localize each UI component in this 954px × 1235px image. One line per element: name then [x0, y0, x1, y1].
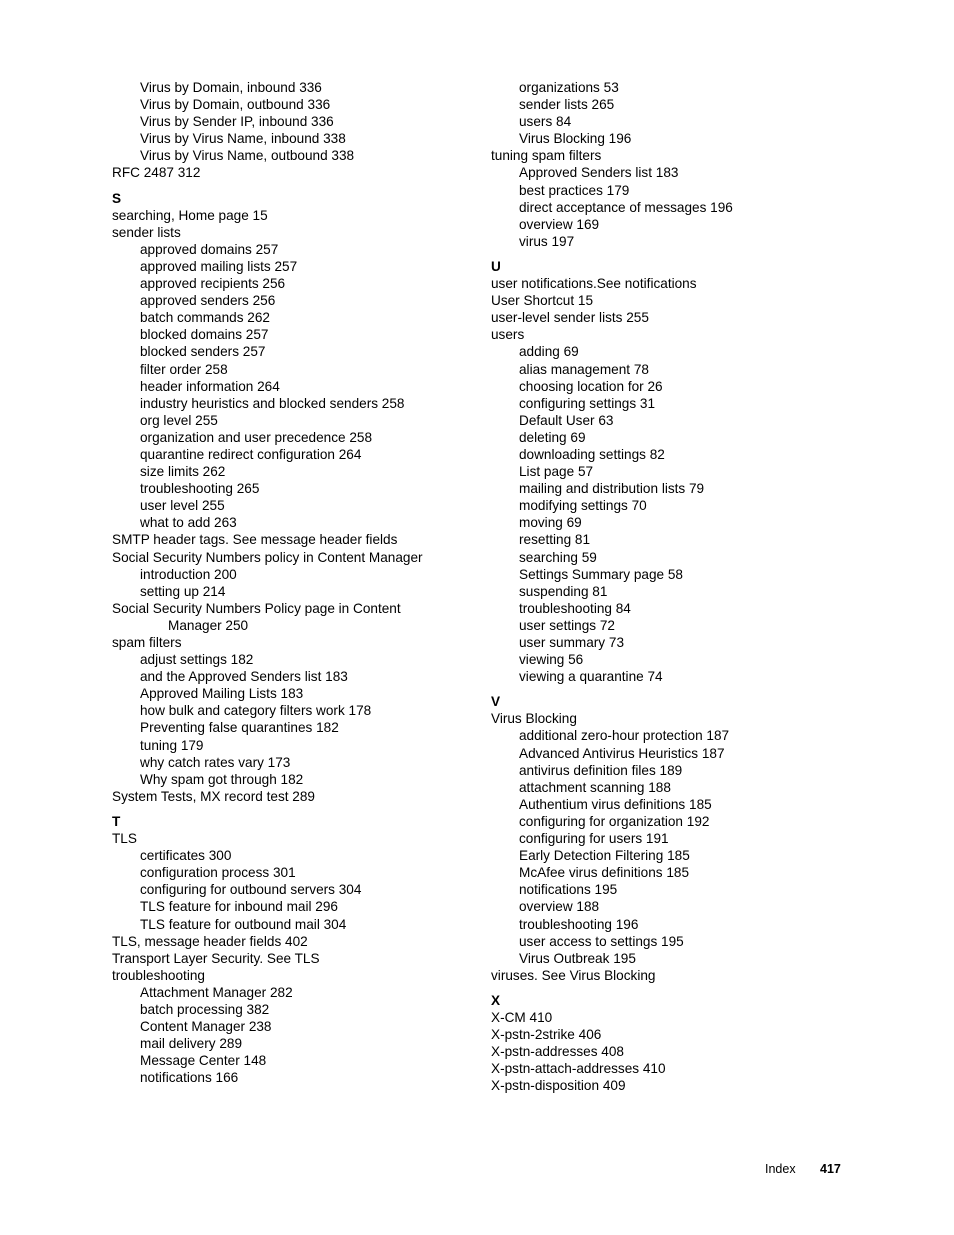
index-subentry: configuration process 301: [140, 865, 296, 881]
index-subentry: mailing and distribution lists 79: [519, 481, 705, 497]
index-subentry: what to add 263: [140, 515, 237, 531]
index-subentry: configuring for organization 192: [519, 813, 710, 829]
index-subentry: approved mailing lists 257: [140, 258, 298, 274]
index-entry: users: [491, 327, 525, 343]
index-subentry: Authentium virus definitions 185: [519, 796, 712, 812]
index-subentry: quarantine redirect configuration 264: [140, 446, 362, 462]
index-entry: TLS: [112, 831, 137, 847]
index-entry: searching, Home page 15: [112, 207, 268, 223]
index-subentry: header information 264: [140, 378, 280, 394]
index-entry: X-CM 410: [491, 1009, 553, 1025]
index-subentry: TLS feature for inbound mail 296: [140, 899, 338, 915]
index-subentry: McAfee virus definitions 185: [519, 865, 690, 881]
index-letter-heading: T: [112, 813, 121, 829]
index-column-right: [491, 79, 911, 1094]
index-subentry: adjust settings 182: [140, 652, 254, 668]
index-subentry: Why spam got through 182: [140, 771, 304, 787]
index-subentry: overview 188: [519, 899, 600, 915]
index-subentry: Virus by Domain, inbound 336: [140, 80, 322, 95]
index-entry: sender lists: [112, 224, 181, 240]
index-subentry: Approved Mailing Lists 183: [140, 686, 304, 702]
index-entry: Social Security Numbers Policy page in Content: [112, 600, 401, 616]
index-entry: troubleshooting: [112, 967, 205, 983]
index-column-left: [112, 79, 532, 1086]
index-entry: User Shortcut 15: [491, 293, 593, 309]
index-subentry: TLS feature for outbound mail 304: [140, 916, 347, 932]
index-subentry: Preventing false quarantines 182: [140, 720, 339, 736]
index-subentry: modifying settings 70: [519, 498, 647, 514]
index-subentry: size limits 262: [140, 464, 226, 480]
index-subentry: approved recipients 256: [140, 276, 286, 292]
index-subentry: notifications 195: [519, 882, 618, 898]
index-subentry: troubleshooting 84: [519, 600, 631, 616]
index-subentry: Virus Blocking 196: [519, 131, 632, 147]
index-subentry: troubleshooting 196: [519, 916, 639, 932]
index-entry: tuning spam filters: [491, 148, 602, 164]
index-subentry: certificates 300: [140, 848, 232, 864]
index-subentry: Virus by Virus Name, inbound 338: [140, 131, 346, 147]
index-entry: SMTP header tags. See message header fields: [112, 532, 398, 548]
index-subentry: adding 69: [519, 344, 579, 360]
index-subentry: direct acceptance of messages 196: [519, 199, 733, 215]
index-subentry: batch commands 262: [140, 310, 270, 326]
index-subentry: Advanced Antivirus Heuristics 187: [519, 745, 725, 761]
index-letter-heading: U: [491, 258, 501, 274]
index-subentry: batch processing 382: [140, 1001, 270, 1017]
index-subentry: introduction 200: [140, 566, 237, 582]
index-letter-heading: X: [491, 992, 501, 1008]
index-entry: user-level sender lists 255: [491, 310, 649, 326]
index-subentry: setting up 214: [140, 583, 226, 599]
index-subentry: org level 255: [140, 412, 218, 428]
index-subentry: blocked domains 257: [140, 327, 269, 343]
index-subentry: Virus Outbreak 195: [519, 950, 636, 966]
index-entry: System Tests, MX record test 289: [112, 788, 315, 804]
index-entry: X-pstn-2strike 406: [491, 1027, 602, 1043]
index-subentry: user level 255: [140, 498, 225, 514]
index-subentry: suspending 81: [519, 583, 608, 599]
index-subentry: List page 57: [519, 464, 594, 480]
index-subentry: viewing a quarantine 74: [519, 669, 663, 685]
index-subentry: configuring settings 31: [519, 395, 656, 411]
index-subentry: how bulk and category filters work 178: [140, 703, 372, 719]
index-entry: viruses. See Virus Blocking: [491, 967, 656, 983]
index-subentry: Early Detection Filtering 185: [519, 848, 690, 864]
index-subentry: approved domains 257: [140, 241, 279, 257]
index-subentry: notifications 166: [140, 1070, 239, 1086]
index-subentry: choosing location for 26: [519, 378, 663, 394]
index-subentry: configuring for users 191: [519, 831, 669, 847]
index-entry: X-pstn-addresses 408: [491, 1044, 624, 1060]
index-entry-continuation: Manager 250: [168, 617, 249, 633]
index-subentry: virus 197: [519, 233, 575, 249]
index-subentry: Settings Summary page 58: [519, 566, 683, 582]
index-subentry: attachment scanning 188: [519, 779, 671, 795]
index-subentry: Approved Senders list 183: [519, 165, 679, 181]
index-subentry: users 84: [519, 114, 572, 130]
index-subentry: user summary 73: [519, 635, 625, 650]
index-subentry: best practices 179: [519, 182, 630, 198]
index-letter-heading: V: [491, 694, 501, 710]
index-entry: TLS, message header fields 402: [112, 933, 308, 949]
index-subentry: filter order 258: [140, 361, 228, 377]
index-subentry: blocked senders 257: [140, 344, 266, 360]
index-subentry: organizations 53: [519, 80, 619, 95]
index-subentry: overview 169: [519, 216, 600, 232]
index-subentry: deleting 69: [519, 429, 586, 445]
index-entry: RFC 2487 312: [112, 165, 201, 181]
index-subentry: mail delivery 289: [140, 1036, 242, 1052]
index-subentry: downloading settings 82: [519, 446, 665, 462]
page-number: 417: [820, 1162, 841, 1176]
index-subentry: additional zero-hour protection 187: [519, 728, 730, 744]
index-subentry: sender lists 265: [519, 97, 615, 113]
index-subentry: searching 59: [519, 549, 597, 565]
index-subentry: why catch rates vary 173: [140, 754, 291, 770]
footer-section-label: Index: [765, 1162, 796, 1176]
index-subentry: Virus by Domain, outbound 336: [140, 97, 331, 113]
index-subentry: Attachment Manager 282: [140, 984, 293, 1000]
index-entry: X-pstn-disposition 409: [491, 1078, 626, 1094]
index-subentry: Virus by Virus Name, outbound 338: [140, 148, 355, 164]
index-letter-heading: S: [112, 190, 122, 206]
index-subentry: moving 69: [519, 515, 582, 531]
index-subentry: tuning 179: [140, 737, 204, 753]
index-entry: Social Security Numbers policy in Content Manager: [112, 549, 423, 565]
index-entry: Virus Blocking: [491, 711, 577, 727]
index-subentry: and the Approved Senders list 183: [140, 669, 348, 685]
index-subentry: Virus by Sender IP, inbound 336: [140, 114, 334, 130]
index-subentry: configuring for outbound servers 304: [140, 882, 362, 898]
index-entry: spam filters: [112, 635, 182, 650]
index-subentry: viewing 56: [519, 652, 584, 668]
page-footer: [0, 1161, 954, 1178]
index-subentry: user access to settings 195: [519, 933, 684, 949]
index-subentry: organization and user precedence 258: [140, 429, 373, 445]
index-entry: user notifications.See notifications: [491, 276, 697, 292]
index-subentry: Content Manager 238: [140, 1019, 272, 1035]
index-entry: Transport Layer Security. See TLS: [112, 950, 320, 966]
index-subentry: approved senders 256: [140, 293, 276, 309]
index-subentry: resetting 81: [519, 532, 591, 548]
index-subentry: industry heuristics and blocked senders 258: [140, 395, 405, 411]
index-entry: X-pstn-attach-addresses 410: [491, 1061, 666, 1077]
index-subentry: user settings 72: [519, 617, 615, 633]
index-subentry: antivirus definition files 189: [519, 762, 683, 778]
index-subentry: troubleshooting 265: [140, 481, 260, 497]
index-subentry: alias management 78: [519, 361, 649, 377]
index-subentry: Message Center 148: [140, 1053, 267, 1069]
index-subentry: Default User 63: [519, 412, 614, 428]
